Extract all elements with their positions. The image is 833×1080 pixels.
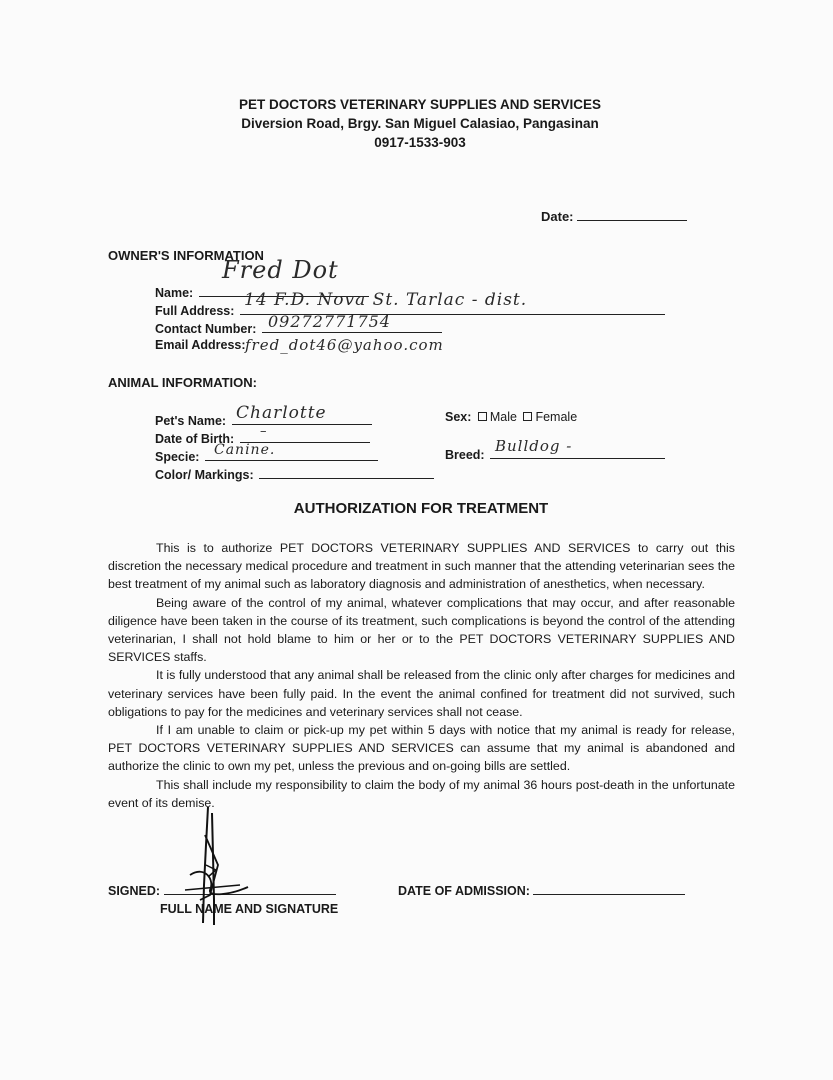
- owner-address-label: Full Address:: [155, 304, 235, 318]
- date-label: Date:: [541, 209, 574, 224]
- owner-email-label: Email Address:: [155, 338, 246, 352]
- owner-contact-label: Contact Number:: [155, 322, 257, 336]
- admission-label: DATE OF ADMISSION:: [398, 884, 530, 898]
- owner-section-title: OWNER'S INFORMATION: [108, 248, 264, 263]
- dob-label: Date of Birth:: [155, 432, 235, 446]
- handwritten-signature: [170, 805, 250, 930]
- owner-email-field: [155, 338, 246, 352]
- date-field: [541, 208, 687, 224]
- sex-field: [445, 410, 577, 424]
- female-label: Female: [535, 410, 578, 424]
- admission-field: [398, 882, 685, 898]
- authorization-paragraph: This shall include my responsibility to claim the body of my animal 36 hours post-death in the unfortunate event of its demise.: [108, 777, 735, 810]
- male-label: Male: [489, 410, 517, 424]
- breed-label: Breed:: [445, 448, 485, 462]
- pet-name-label: Pet's Name:: [155, 414, 227, 428]
- owner-contact-handwritten: 09272771754: [268, 312, 391, 331]
- dob-handwritten: –: [260, 424, 268, 439]
- pet-name-handwritten: Charlotte: [236, 403, 327, 423]
- specie-handwritten: Canine.: [214, 442, 276, 458]
- female-checkbox[interactable]: [523, 412, 532, 421]
- signed-label: SIGNED:: [108, 884, 161, 898]
- company-phone: 0917-1533-903: [374, 135, 466, 150]
- owner-address-handwritten: 14 F.D. Nova St. Tarlac - dist.: [244, 290, 528, 310]
- authorization-body: [108, 539, 735, 812]
- admission-line: [533, 882, 685, 895]
- male-checkbox[interactable]: [478, 412, 487, 421]
- color-line: [259, 466, 434, 479]
- sex-label: Sex:: [445, 410, 472, 424]
- signature-caption: FULL NAME AND SIGNATURE: [160, 902, 339, 916]
- authorization-paragraph: If I am unable to claim or pick-up my pet within 5 days with notice that my animal is ready for release, PET DOCTORS VETERINARY SUPPLIES AND SERVICES can assume that my animal is abandoned and authorize the clinic to own my pet, unless the previous and on-going bills are settled.: [108, 723, 735, 774]
- color-field: [155, 466, 434, 482]
- authorization-paragraph: It is fully understood that any animal shall be released from the clinic only after charges for medicines and veterinary services have been fully paid. In the event the animal confined for treatment did not survived, such obligations to pay for the medicines and veterinary services shall not cease.: [108, 668, 735, 719]
- letterhead: [0, 95, 833, 152]
- date-line: [577, 208, 687, 221]
- authorization-paragraph: This is to authorize PET DOCTORS VETERINARY SUPPLIES AND SERVICES to carry out this discretion the necessary medical procedure and treatment in such manner that the attending veterinarian sees the best treatment of my animal such as laboratory diagnosis and administration of anesthetics, when necessary.: [108, 541, 735, 592]
- owner-name-label: Name:: [155, 286, 194, 300]
- color-label: Color/ Markings:: [155, 468, 254, 482]
- authorization-paragraph: Being aware of the control of my animal, whatever complications that may occur, and after reasonable diligence have been taken in the course of its treatment, such complications is beyond the control of the attending veterinarian, I shall not hold blame to him or her or to the PET DOCTORS VETERINARY SUPPLIES AND SERVICES staffs.: [108, 595, 735, 665]
- owner-name-handwritten: Fred Dot: [222, 256, 339, 284]
- company-address: Diversion Road, Brgy. San Miguel Calasiao, Pangasinan: [241, 116, 599, 131]
- owner-email-handwritten: fred_dot46@yahoo.com: [245, 336, 444, 354]
- specie-label: Specie:: [155, 450, 200, 464]
- animal-section-title: ANIMAL INFORMATION:: [108, 375, 257, 390]
- company-name: PET DOCTORS VETERINARY SUPPLIES AND SERVICES: [238, 97, 602, 112]
- authorization-title: AUTHORIZATION FOR TREATMENT: [293, 500, 549, 517]
- breed-handwritten: Bulldog -: [495, 437, 573, 455]
